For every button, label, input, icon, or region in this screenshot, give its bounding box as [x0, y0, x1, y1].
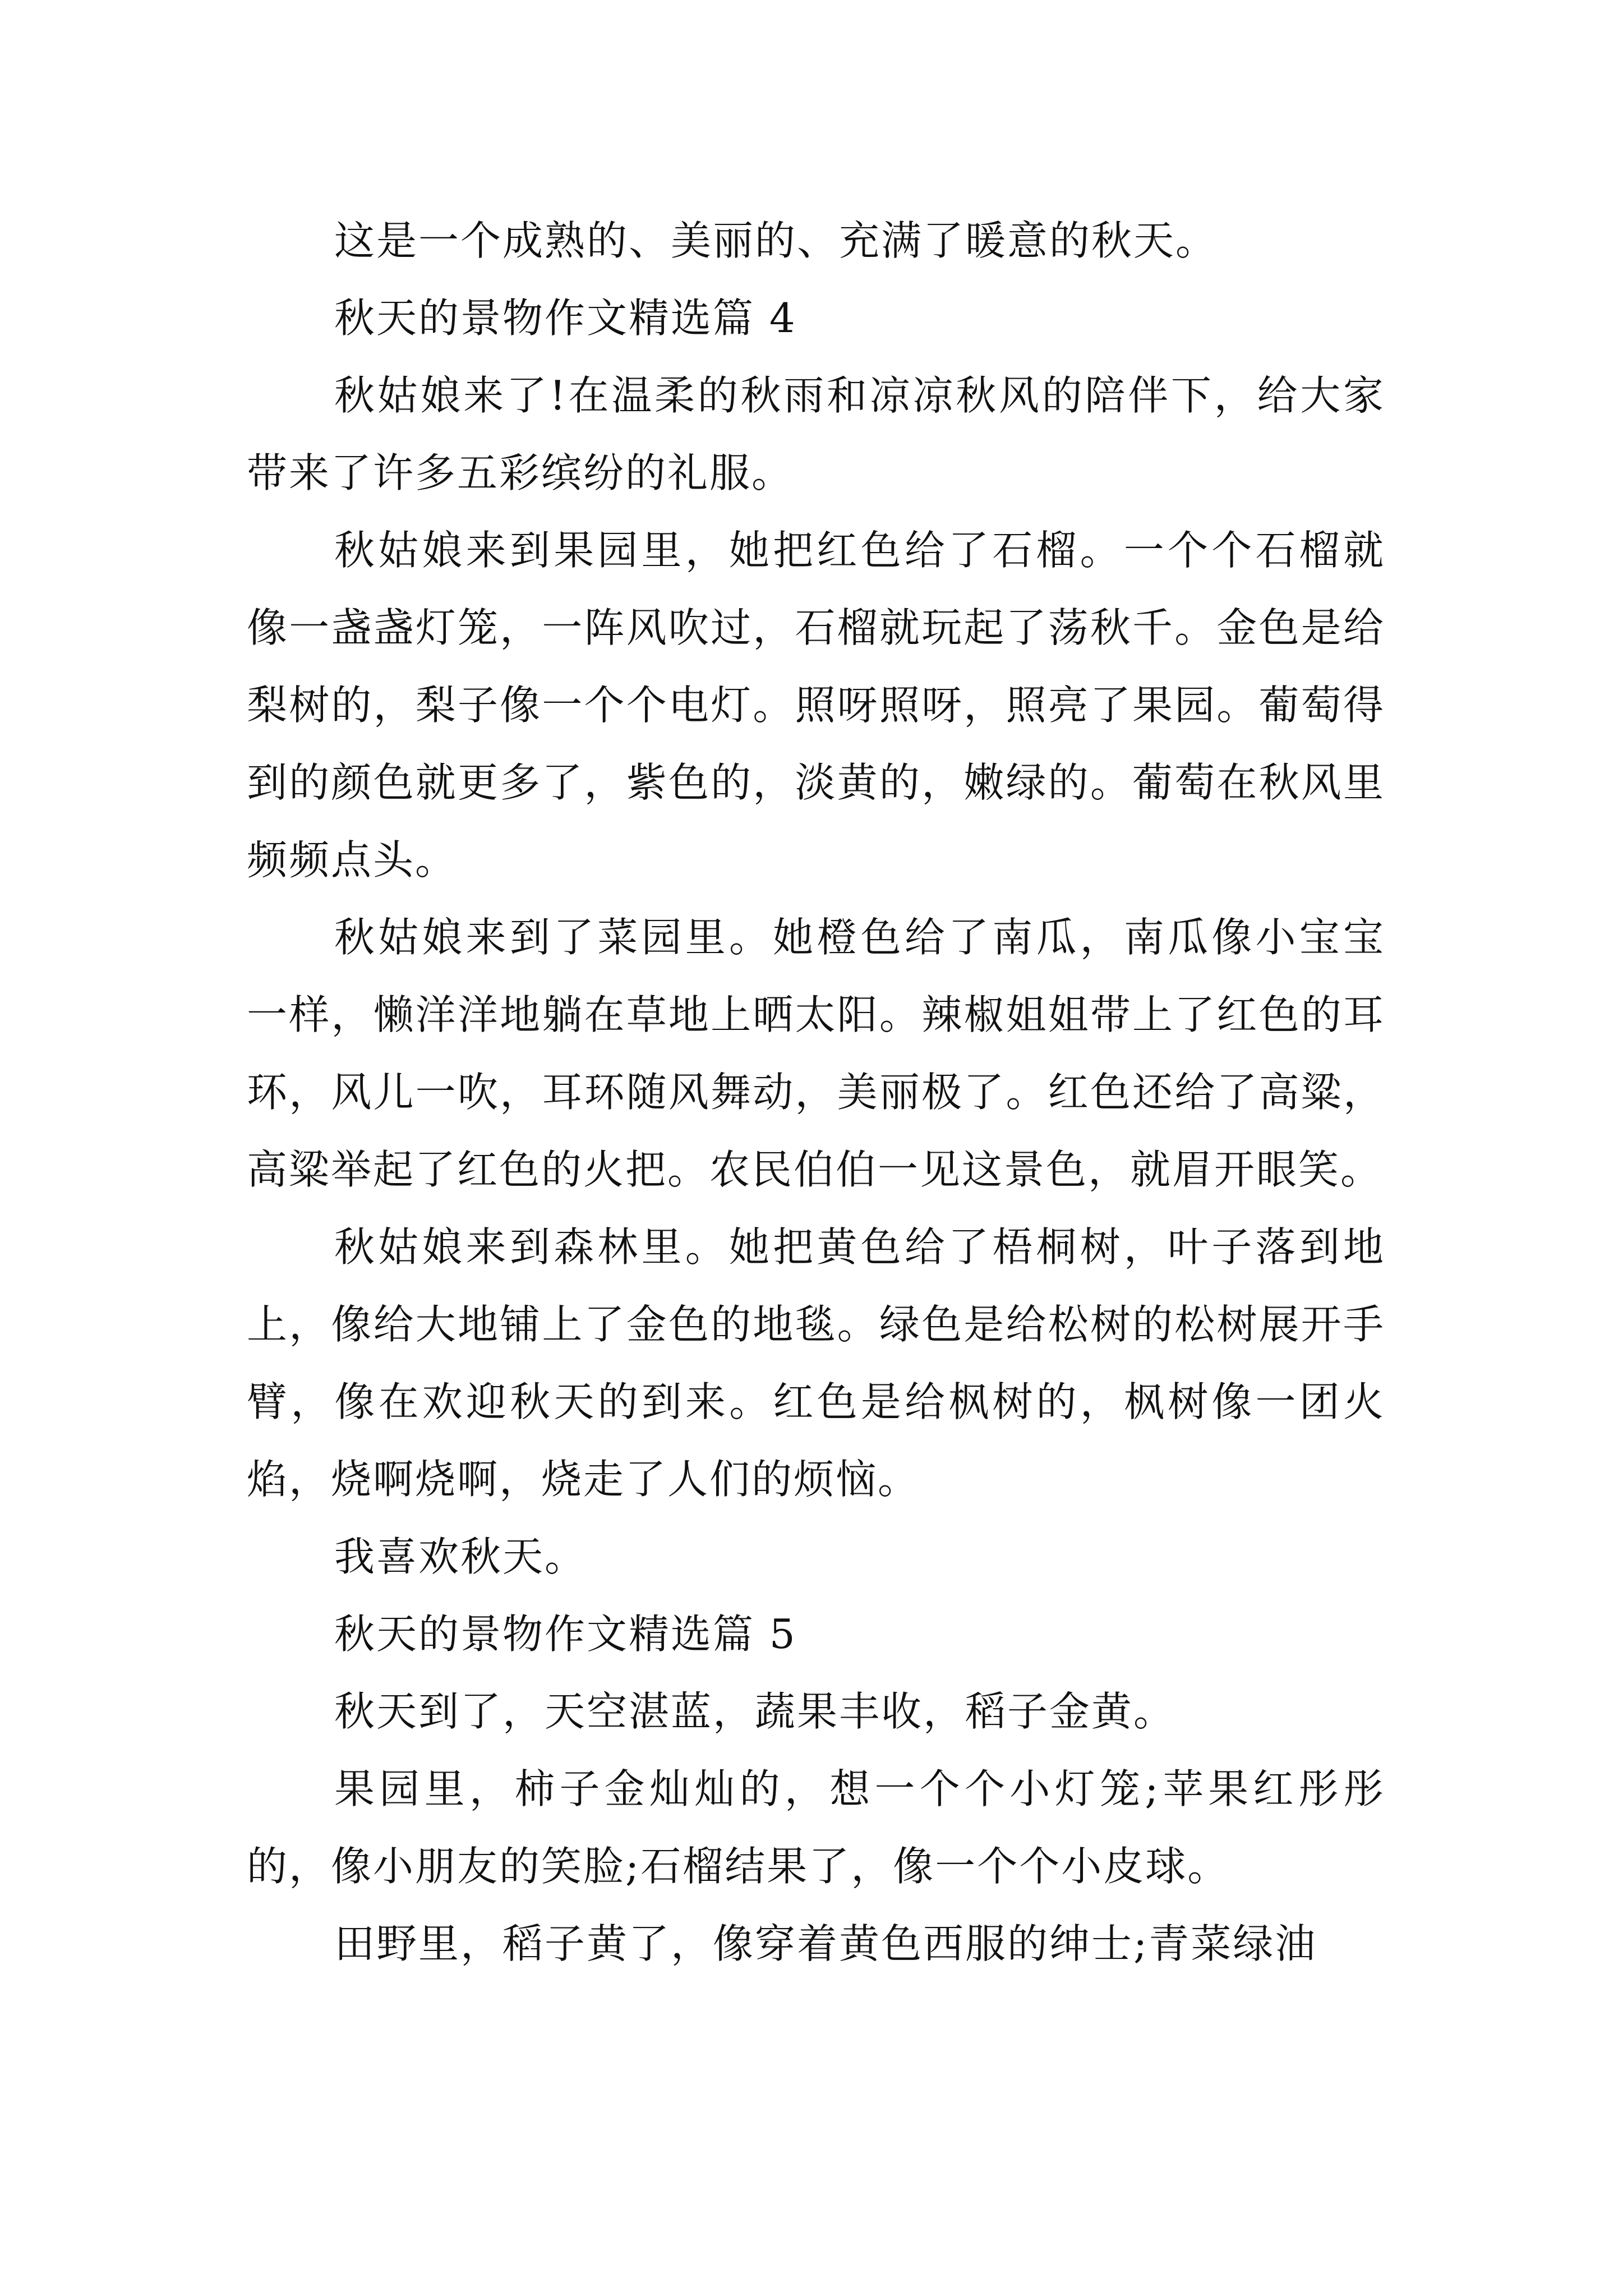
paragraph: 秋姑娘来到果园里，她把红色给了石榴。一个个石榴就像一盏盏灯笼，一阵风吹过，石榴就玩起了荡秋千。金色是给梨树的，梨子像一个个电灯。照呀照呀，照亮了果园。葡萄得到的颜色就更多了，紫色的，淡黄的，嫩绿的。葡萄在秋风里频频点头。	[247, 527, 1385, 884]
paragraph: 田野里，稻子黄了，像穿着黄色西服的绅士;青菜绿油	[334, 1920, 1317, 1967]
paragraph: 果园里，柿子金灿灿的，想一个个小灯笼;苹果红彤彤的，像小朋友的笑脸;石榴结果了，像一个个小皮球。	[247, 1765, 1385, 1890]
document-body	[247, 202, 1385, 1982]
paragraph: 秋天到了，天空湛蓝，蔬果丰收，稻子金黄。	[334, 1688, 1176, 1735]
section-heading: 秋天的景物作文精选篇 4	[334, 295, 797, 342]
paragraph: 秋姑娘来到了菜园里。她橙色给了南瓜，南瓜像小宝宝一样，懒洋洋地躺在草地上晒太阳。辣椒姐姐带上了红色的耳环，风儿一吹，耳环随风舞动，美丽极了。红色还给了高粱，高粱举起了红色的火把。农民伯伯一见这景色，就眉开眼笑。	[247, 914, 1385, 1193]
paragraph: 秋姑娘来了!在温柔的秋雨和凉凉秋风的陪伴下，给大家带来了许多五彩缤纷的礼服。	[247, 372, 1385, 496]
paragraph: 我喜欢秋天。	[334, 1533, 587, 1580]
paragraph: 这是一个成熟的、美丽的、充满了暖意的秋天。	[334, 217, 1218, 264]
section-heading: 秋天的景物作文精选篇 5	[334, 1611, 797, 1658]
paragraph: 秋姑娘来到森林里。她把黄色给了梧桐树，叶子落到地上，像给大地铺上了金色的地毯。绿色是给松树的松树展开手臂，像在欢迎秋天的到来。红色是给枫树的，枫树像一团火焰，烧啊烧啊，烧走了人们的烦恼。	[247, 1223, 1385, 1503]
